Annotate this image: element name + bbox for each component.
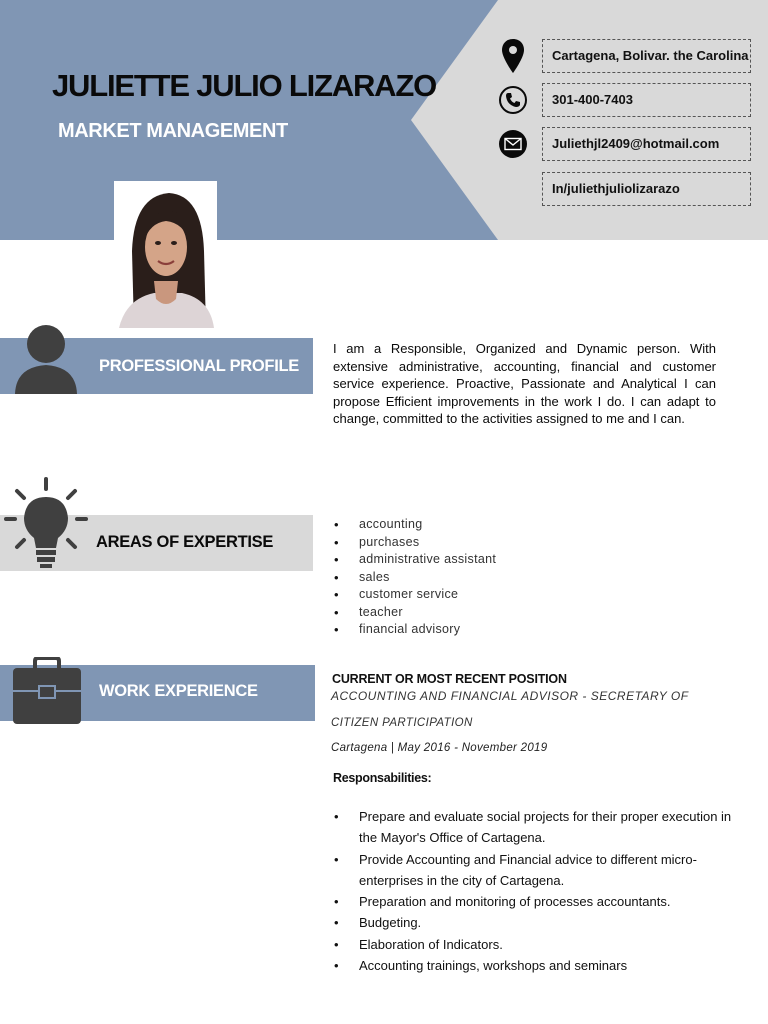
list-item: • Prepare and evaluate social projects for their proper execution in the Mayor's Office of Cartagena. bbox=[334, 806, 734, 849]
contact-linkedin bbox=[497, 172, 757, 206]
experience-heading: WORK EXPERIENCE bbox=[99, 682, 258, 700]
profile-summary: I am a Responsible, Organized and Dynamic person. With extensive administrative, accounting, financial and customer service experience. Proactive, Passionate and Analytical I can propose Efficient improvements in the work I do. I can adapt to change, committed to the activities assigned to me and I can. bbox=[333, 341, 716, 426]
list-item: • Accounting trainings, workshops and seminars bbox=[334, 955, 734, 976]
contact-location bbox=[497, 39, 757, 73]
job-dates: Cartagena | May 2016 - November 2019 bbox=[331, 742, 548, 754]
position-heading: CURRENT OR MOST RECENT POSITION bbox=[332, 672, 567, 686]
person-icon bbox=[10, 323, 82, 395]
list-item: • Elaboration of Indicators. bbox=[334, 934, 734, 955]
candidate-name: JULIETTE JULIO LIZARAZO bbox=[52, 68, 437, 103]
list-item: • accounting bbox=[334, 516, 496, 534]
list-item: • Budgeting. bbox=[334, 912, 734, 933]
profile-heading: PROFESSIONAL PROFILE bbox=[99, 357, 299, 375]
list-item: • administrative assistant bbox=[334, 551, 496, 569]
briefcase-icon bbox=[12, 657, 82, 725]
contact-phone bbox=[497, 83, 757, 117]
map-pin-icon bbox=[497, 39, 529, 73]
phone-field: 301-400-7403 bbox=[542, 83, 751, 117]
responsibilities-heading: Responsabilities: bbox=[333, 771, 432, 785]
list-item: • Provide Accounting and Financial advice to different micro-enterprises in the city of Cartagena. bbox=[334, 849, 734, 892]
contact-email bbox=[497, 127, 757, 161]
list-item: • customer service bbox=[334, 586, 496, 604]
mail-icon bbox=[497, 127, 529, 161]
lightbulb-icon bbox=[4, 476, 88, 572]
responsibilities-list bbox=[334, 806, 734, 976]
list-item: • financial advisory bbox=[334, 621, 496, 639]
location-field: Cartagena, Bolivar. the Carolina bbox=[542, 39, 751, 73]
expertise-heading: AREAS OF EXPERTISE bbox=[96, 533, 274, 551]
list-item: • purchases bbox=[334, 534, 496, 552]
candidate-title: MARKET MANAGEMENT bbox=[58, 120, 288, 142]
job-role-line2: CITIZEN PARTICIPATION bbox=[331, 717, 473, 729]
list-item: • teacher bbox=[334, 604, 496, 622]
job-role-line1: ACCOUNTING AND FINANCIAL ADVISOR - SECRETARY OF bbox=[331, 689, 689, 703]
list-item: • sales bbox=[334, 569, 496, 587]
expertise-list bbox=[334, 516, 496, 639]
profile-photo bbox=[114, 181, 217, 328]
list-item: • Preparation and monitoring of processes accountants. bbox=[334, 891, 734, 912]
phone-icon bbox=[497, 83, 529, 117]
linkedin-field[interactable]: In/juliethjuliolizarazo bbox=[542, 172, 751, 206]
email-field[interactable]: Juliethjl2409@hotmail.com bbox=[542, 127, 751, 161]
